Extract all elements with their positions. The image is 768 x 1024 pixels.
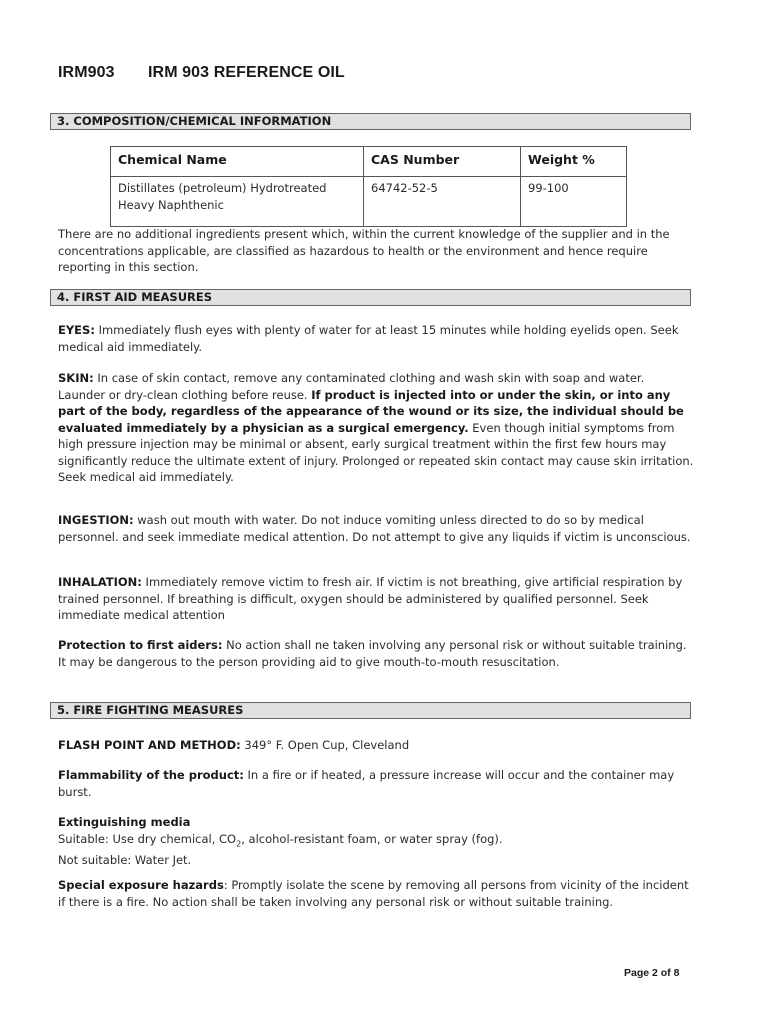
product-code: IRM903 xyxy=(58,64,115,81)
protection-paragraph xyxy=(58,637,694,670)
column-header-cas-number: CAS Number xyxy=(364,147,521,177)
flash-point-label: FLASH POINT AND METHOD: xyxy=(58,738,241,752)
section-5-heading: 5. FIRE FIGHTING MEASURES xyxy=(50,702,691,719)
document-title xyxy=(58,64,345,82)
flammability-label: Flammability of the product: xyxy=(58,768,244,782)
flash-point-text: 349° F. Open Cup, Cleveland xyxy=(240,738,410,752)
eyes-label: EYES: xyxy=(58,323,95,337)
skin-text-2: Even though initial symptoms from high pressure injection may be minimal or absent, early surgical treatment within the first few hours may significantly reduce the ultimate extent of injury. Prolonged or repeated skin contact may cause skin irritation. Seek medical aid immediately. xyxy=(58,420,694,484)
not-suitable-line: Not suitable: Water Jet. xyxy=(58,853,192,868)
suitable-text-after: , alcohol-resistant foam, or water spray (fog). xyxy=(241,831,503,846)
page-number: Page 2 of 8 xyxy=(624,967,680,979)
ingestion-text: wash out mouth with water. Do not induce vomiting unless directed to do so by medical personnel. and seek immediate medical attention. Do not attempt to give any liquids if victim is unconscious. xyxy=(58,513,691,544)
suitable-line xyxy=(58,831,694,853)
composition-table xyxy=(110,146,627,227)
table-row xyxy=(111,177,627,227)
suitable-text: Suitable: Use dry chemical, CO xyxy=(58,831,237,846)
eyes-text: Immediately flush eyes with plenty of water for at least 15 minutes while holding eyelids open. Seek medical aid immediately. xyxy=(58,323,679,354)
protection-text: No action shall ne taken involving any personal risk or without suitable training. It may be dangerous to the person providing aid to give mouth-to-mouth resuscitation. xyxy=(58,638,687,669)
cas-number-cell: 64742-52-5 xyxy=(364,177,521,227)
special-hazards-paragraph xyxy=(58,877,694,910)
special-hazards-label: Special exposure hazards xyxy=(58,878,224,892)
chemical-name-cell: Distillates (petroleum) Hydrotreated Heavy Naphthenic xyxy=(111,177,364,227)
extinguishing-paragraph xyxy=(58,814,694,869)
flash-point-paragraph xyxy=(58,737,694,754)
weight-cell: 99-100 xyxy=(521,177,627,227)
ingestion-label: INGESTION: xyxy=(58,513,134,527)
inhalation-paragraph xyxy=(58,574,694,624)
skin-paragraph xyxy=(58,370,694,486)
product-name: IRM 903 REFERENCE OIL xyxy=(148,64,345,81)
skin-label: SKIN: xyxy=(58,371,94,385)
inhalation-label: INHALATION: xyxy=(58,575,142,589)
protection-label: Protection to first aiders: xyxy=(58,638,223,652)
skin-warning: If product is injected into or under the skin, or into any part of the body, regardless of the appearance of the wound or its size, the individual should be evaluated immediately by a physician as a surgical emergency. xyxy=(58,387,684,435)
table-header-row xyxy=(111,147,627,177)
section-4-heading: 4. FIRST AID MEASURES xyxy=(50,289,691,306)
skin-text-1: In case of skin contact, remove any contaminated clothing and wash skin with soap and water. Launder or dry-clean clothing before reuse. xyxy=(58,371,645,402)
ingestion-paragraph xyxy=(58,512,694,545)
column-header-chemical-name: Chemical Name xyxy=(111,147,364,177)
column-header-weight: Weight % xyxy=(521,147,627,177)
inhalation-text: Immediately remove victim to fresh air. If victim is not breathing, give artificial respiration by trained personnel. If breathing is difficult, oxygen should be administered by qualified personnel. Seek immediate medical attention xyxy=(58,575,683,622)
co2-subscript: 2 xyxy=(236,838,242,848)
eyes-paragraph xyxy=(58,322,694,355)
section-3-heading: 3. COMPOSITION/CHEMICAL INFORMATION xyxy=(50,113,691,130)
flammability-text: In a fire or if heated, a pressure increase will occur and the container may burst. xyxy=(58,768,675,799)
special-hazards-text: : Promptly isolate the scene by removing all persons from vicinity of the incident if there is a fire. No action shall be taken involving any personal risk or without suitable training. xyxy=(58,878,689,909)
flammability-paragraph xyxy=(58,767,694,800)
composition-note: There are no additional ingredients present which, within the current knowledge of the supplier and in the concentrations applicable, are classified as hazardous to health or the environment and hence require reporting in this section. xyxy=(58,227,670,274)
extinguishing-label: Extinguishing media xyxy=(58,815,191,829)
